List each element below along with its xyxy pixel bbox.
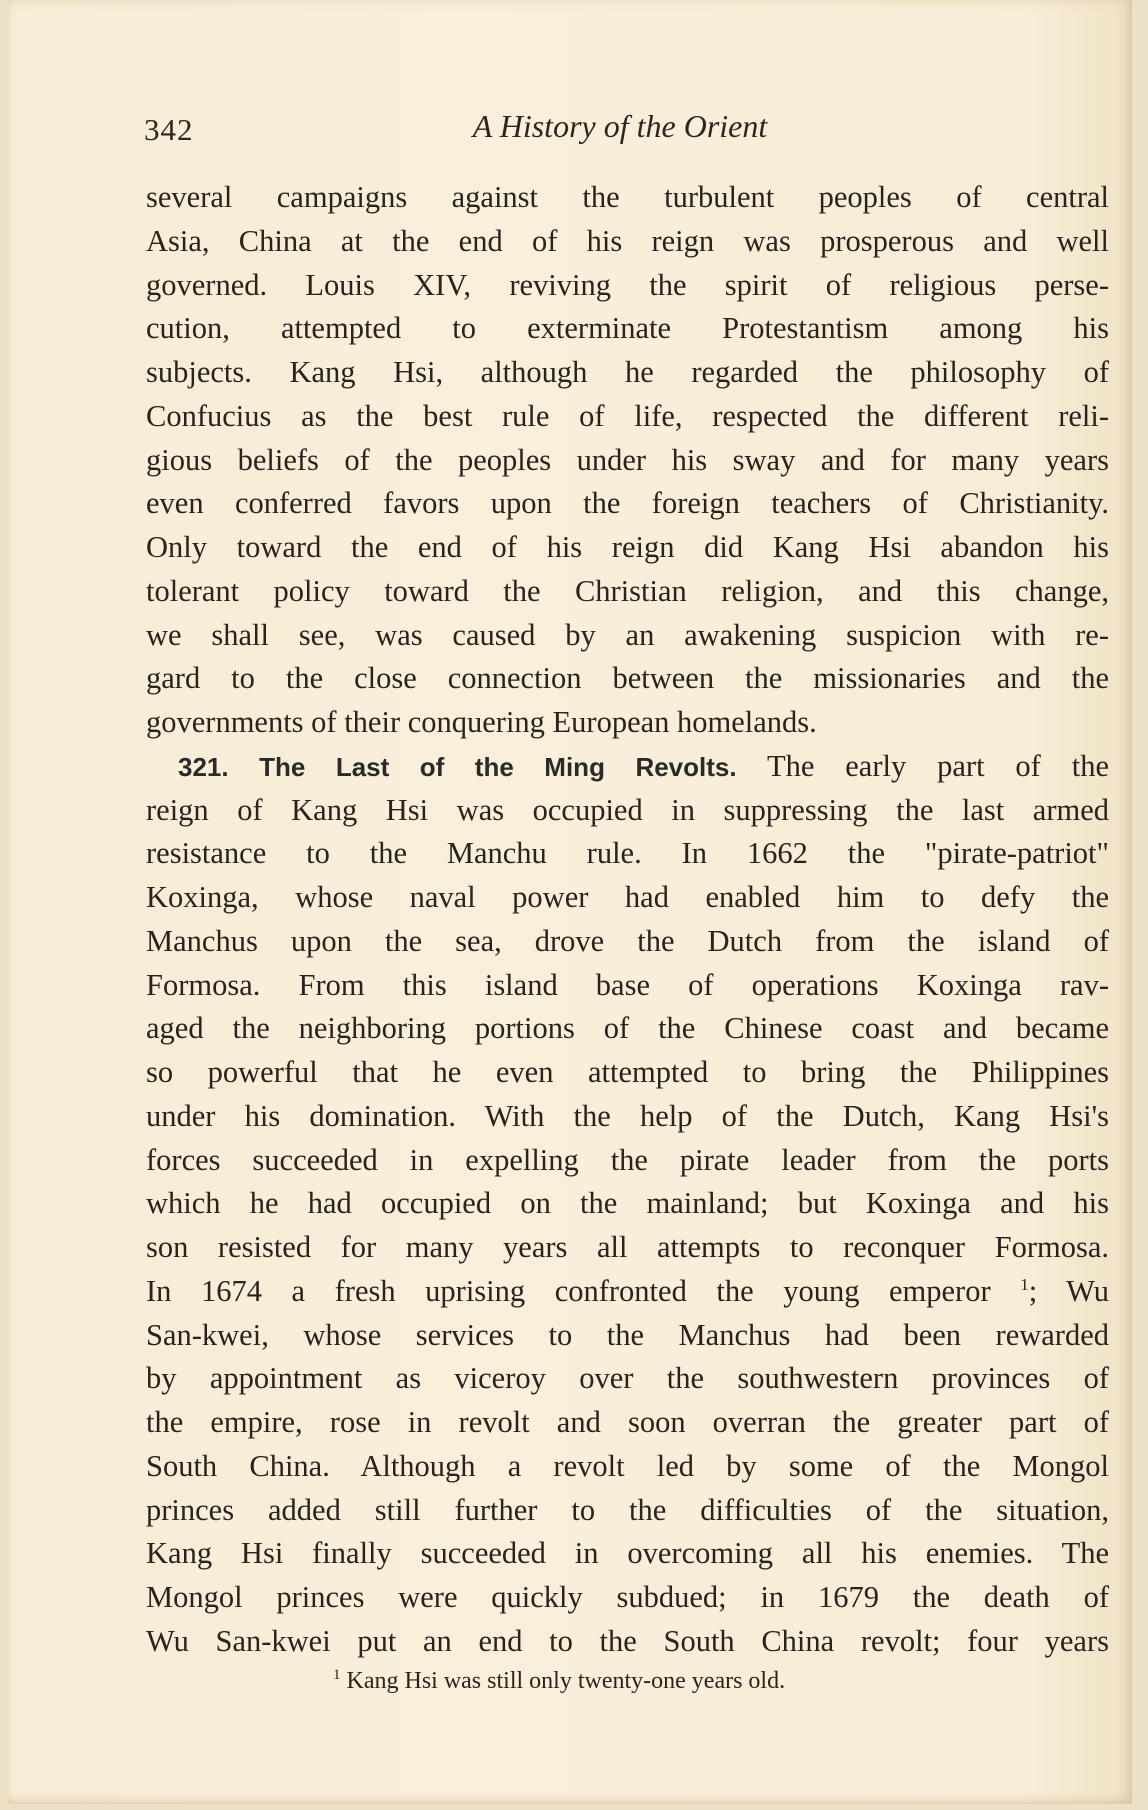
section-heading: 321. The Last of the Ming Revolts.	[178, 751, 737, 782]
footnote-marker: 1	[333, 1667, 341, 1683]
text-line: son resisted for many years all attempts to reconquer Formosa.	[146, 1230, 1109, 1264]
body-text	[146, 176, 1109, 1664]
footnote	[333, 1668, 1033, 1695]
text-line: Wu San-kwei put an end to the South China revolt; four years	[146, 1623, 1109, 1658]
text-line: gard to the close connection between the missionaries and the	[146, 661, 1109, 696]
page-header	[136, 108, 1104, 156]
footnote-line-after: ; Wu	[1028, 1273, 1109, 1308]
section-first-line	[146, 745, 1109, 789]
text-line: Formosa. From this island base of operations Koxinga rav-	[146, 967, 1109, 1002]
text-line: reign of Kang Hsi was occupied in suppressing the last armed	[146, 792, 1109, 827]
text-line: subjects. Kang Hsi, although he regarded the philosophy of	[146, 355, 1109, 389]
text-line: San-kwei, whose services to the Manchus had been rewarded	[146, 1317, 1109, 1352]
text-line: Koxinga, whose naval power had enabled him to defy the	[146, 880, 1109, 914]
text-line: by appointment as viceroy over the southwestern provinces of	[146, 1361, 1109, 1396]
text-line: even conferred favors upon the foreign teachers of Christianity.	[146, 486, 1109, 521]
text-line: Only toward the end of his reign did Kang Hsi abandon his	[146, 530, 1109, 564]
text-line: gious beliefs of the peoples under his sway and for many years	[146, 442, 1109, 477]
text-line-with-footnote	[146, 1270, 1109, 1314]
text-line: South China. Although a revolt led by some of the Mongol	[146, 1448, 1109, 1483]
text-line: governments of their conquering European homelands.	[146, 705, 817, 739]
book-page	[8, 0, 1132, 1804]
text-line: Kang Hsi finally succeeded in overcoming all his enemies. The	[146, 1536, 1109, 1571]
text-line: aged the neighboring portions of the Chinese coast and became	[146, 1011, 1109, 1046]
text-line: Asia, China at the end of his reign was prosperous and well	[146, 223, 1109, 258]
text-line: forces succeeded in expelling the pirate leader from the ports	[146, 1142, 1109, 1177]
text-line: the empire, rose in revolt and soon overran the greater part of	[146, 1405, 1109, 1439]
footnote-text: Kang Hsi was still only twenty-one years old.	[346, 1668, 786, 1694]
text-line: tolerant policy toward the Christian religion, and this change,	[146, 573, 1109, 608]
text-line: Mongol princes were quickly subdued; in 1679 the death of	[146, 1580, 1109, 1614]
text-line: Confucius as the best rule of life, respected the different reli-	[146, 398, 1109, 433]
text-line: cution, attempted to exterminate Protestantism among his	[146, 311, 1109, 346]
text-line: we shall see, was caused by an awakening suspicion with re-	[146, 617, 1109, 652]
section-first-line-text: The early part of the	[766, 748, 1109, 783]
running-title: A History of the Orient	[472, 108, 768, 144]
text-line: Manchus upon the sea, drove the Dutch from the island of	[146, 923, 1109, 958]
text-line: so powerful that he even attempted to bring the Philippines	[146, 1055, 1109, 1089]
page-number: 342	[144, 112, 194, 147]
text-line: which he had occupied on the mainland; but Koxinga and his	[146, 1186, 1109, 1221]
text-line: governed. Louis XIV, reviving the spirit of religious perse-	[146, 267, 1109, 302]
text-line: princes added still further to the difficulties of the situation,	[146, 1492, 1109, 1527]
text-line: resistance to the Manchu rule. In 1662 the "pirate-patriot"	[146, 836, 1109, 871]
footnote-reference: 1	[1020, 1274, 1029, 1294]
text-line: under his domination. With the help of the Dutch, Kang Hsi's	[146, 1098, 1109, 1133]
footnote-line-before: In 1674 a fresh uprising confronted the young emperor	[146, 1273, 991, 1308]
text-line: several campaigns against the turbulent peoples of central	[146, 180, 1109, 214]
